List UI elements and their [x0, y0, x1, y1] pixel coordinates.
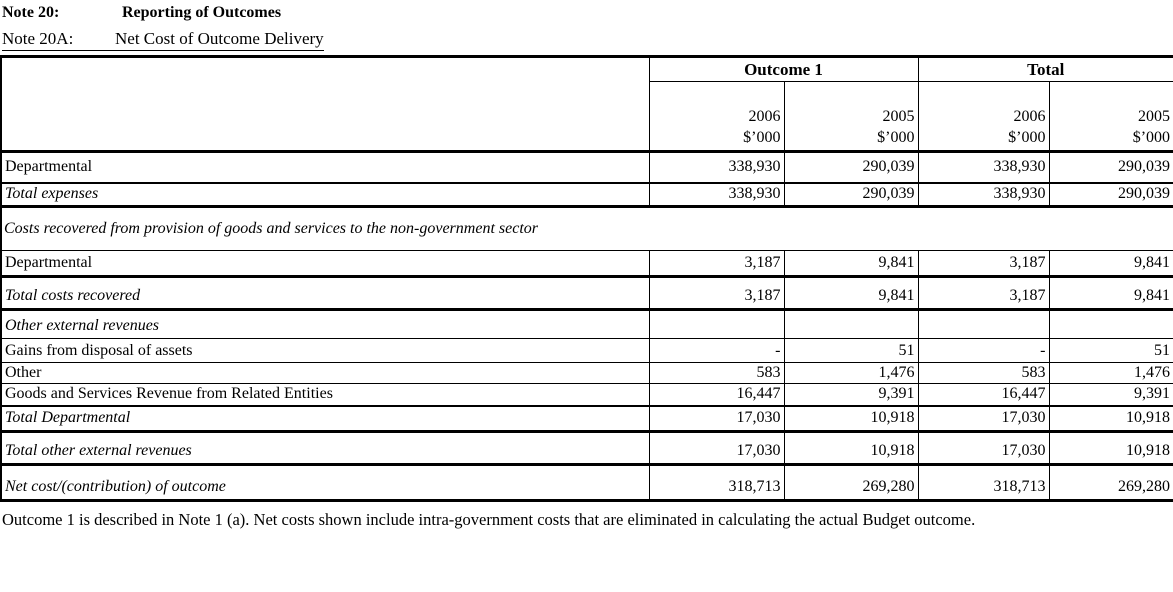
value-cell: 583	[649, 363, 784, 384]
unit-header: $’000	[1132, 129, 1171, 146]
value-cell: 17,030	[649, 406, 784, 432]
value-cell: 10,918	[784, 406, 918, 432]
value-cell	[784, 310, 918, 339]
note-title-label: Note 20:	[2, 4, 60, 21]
year-header: 2005	[882, 108, 915, 125]
year-header: 2006	[748, 108, 781, 125]
value-cell: 338,930	[918, 152, 1049, 183]
table-row-gains-from-disposal	[1, 339, 1173, 363]
unit-header: $’000	[1008, 129, 1046, 146]
row-label: Goods and Services Revenue from Related Entities	[1, 384, 649, 406]
row-label: Total expenses	[1, 183, 649, 207]
value-cell: 10,918	[1049, 406, 1173, 432]
value-cell: 290,039	[1049, 152, 1173, 183]
row-label: Other external revenues	[1, 310, 649, 339]
value-cell: 9,841	[784, 277, 918, 310]
value-cell: 51	[784, 339, 918, 363]
value-cell: -	[649, 339, 784, 363]
value-cell: 269,280	[784, 465, 918, 501]
value-cell: 16,447	[918, 384, 1049, 406]
value-cell: 51	[1049, 339, 1173, 363]
value-cell: 17,030	[918, 406, 1049, 432]
table-row-total-expenses	[1, 183, 1173, 207]
unit-header: $’000	[877, 129, 915, 146]
table-row-departmental-expenses	[1, 152, 1173, 183]
col-header-outcome-2005	[784, 82, 918, 152]
value-cell: 583	[918, 363, 1049, 384]
value-cell: 338,930	[918, 183, 1049, 207]
table-row-total-other-external-revenues	[1, 432, 1173, 465]
value-cell: 269,280	[1049, 465, 1173, 501]
table-row-other-external-revenues-heading	[1, 310, 1173, 339]
group-header-outcome1: Outcome 1	[649, 57, 918, 82]
table-row-departmental-costs-recovered	[1, 251, 1173, 277]
table-group-header-row	[1, 57, 1173, 82]
value-cell: 290,039	[784, 152, 918, 183]
value-cell: 3,187	[918, 277, 1049, 310]
net-cost-of-outcome-table	[0, 55, 1173, 502]
table-row-costs-recovered-heading	[1, 207, 1173, 251]
value-cell: 9,841	[1049, 251, 1173, 277]
corner-empty-cell	[1, 57, 649, 152]
value-cell: 9,391	[784, 384, 918, 406]
value-cell: -	[918, 339, 1049, 363]
table-row-net-cost-of-outcome	[1, 465, 1173, 501]
value-cell: 318,713	[918, 465, 1049, 501]
col-header-total-2005	[1049, 82, 1173, 152]
value-cell: 290,039	[1049, 183, 1173, 207]
table-row-total-departmental	[1, 406, 1173, 432]
value-cell: 9,841	[1049, 277, 1173, 310]
table-row-total-costs-recovered	[1, 277, 1173, 310]
value-cell	[918, 310, 1049, 339]
year-header: 2006	[1013, 108, 1046, 125]
value-cell: 9,841	[784, 251, 918, 277]
value-cell: 16,447	[649, 384, 784, 406]
note-subtitle-label: Note 20A:	[2, 29, 74, 48]
note-subtitle	[0, 29, 1173, 51]
value-cell	[649, 310, 784, 339]
row-label: Gains from disposal of assets	[1, 339, 649, 363]
group-header-total: Total	[918, 57, 1173, 82]
value-cell: 338,930	[649, 183, 784, 207]
row-label: Total Departmental	[1, 406, 649, 432]
unit-header: $’000	[743, 129, 781, 146]
value-cell: 3,187	[918, 251, 1049, 277]
row-label: Total costs recovered	[1, 277, 649, 310]
row-label: Net cost/(contribution) of outcome	[5, 478, 226, 495]
note-title-text: Reporting of Outcomes	[122, 4, 282, 21]
col-header-total-2006	[918, 82, 1049, 152]
value-cell: 10,918	[784, 432, 918, 465]
year-header: 2005	[1138, 108, 1171, 125]
section-heading: Costs recovered from provision of goods and services to the non-government sector	[1, 207, 1173, 251]
row-label: Departmental	[1, 152, 649, 183]
value-cell: 318,713	[649, 465, 784, 501]
footnote: Outcome 1 is described in Note 1 (a). Net costs shown include intra-government costs that are eliminated in calculating the actual Budget outcome.	[2, 510, 976, 529]
col-header-outcome-2006	[649, 82, 784, 152]
value-cell: 10,918	[1049, 432, 1173, 465]
row-label: Total other external revenues	[1, 432, 649, 465]
value-cell: 1,476	[784, 363, 918, 384]
table-row-other	[1, 363, 1173, 384]
value-cell	[1049, 310, 1173, 339]
value-cell: 338,930	[649, 152, 784, 183]
value-cell: 1,476	[1049, 363, 1173, 384]
value-cell: 17,030	[649, 432, 784, 465]
value-cell: 3,187	[649, 251, 784, 277]
row-label: Departmental	[1, 251, 649, 277]
note-title	[0, 0, 1173, 22]
table-row-goods-services-revenue	[1, 384, 1173, 406]
value-cell: 9,391	[1049, 384, 1173, 406]
value-cell: 290,039	[784, 183, 918, 207]
value-cell: 3,187	[649, 277, 784, 310]
row-label: Other	[1, 363, 649, 384]
note-subtitle-text: Net Cost of Outcome Delivery	[115, 29, 324, 48]
value-cell: 17,030	[918, 432, 1049, 465]
